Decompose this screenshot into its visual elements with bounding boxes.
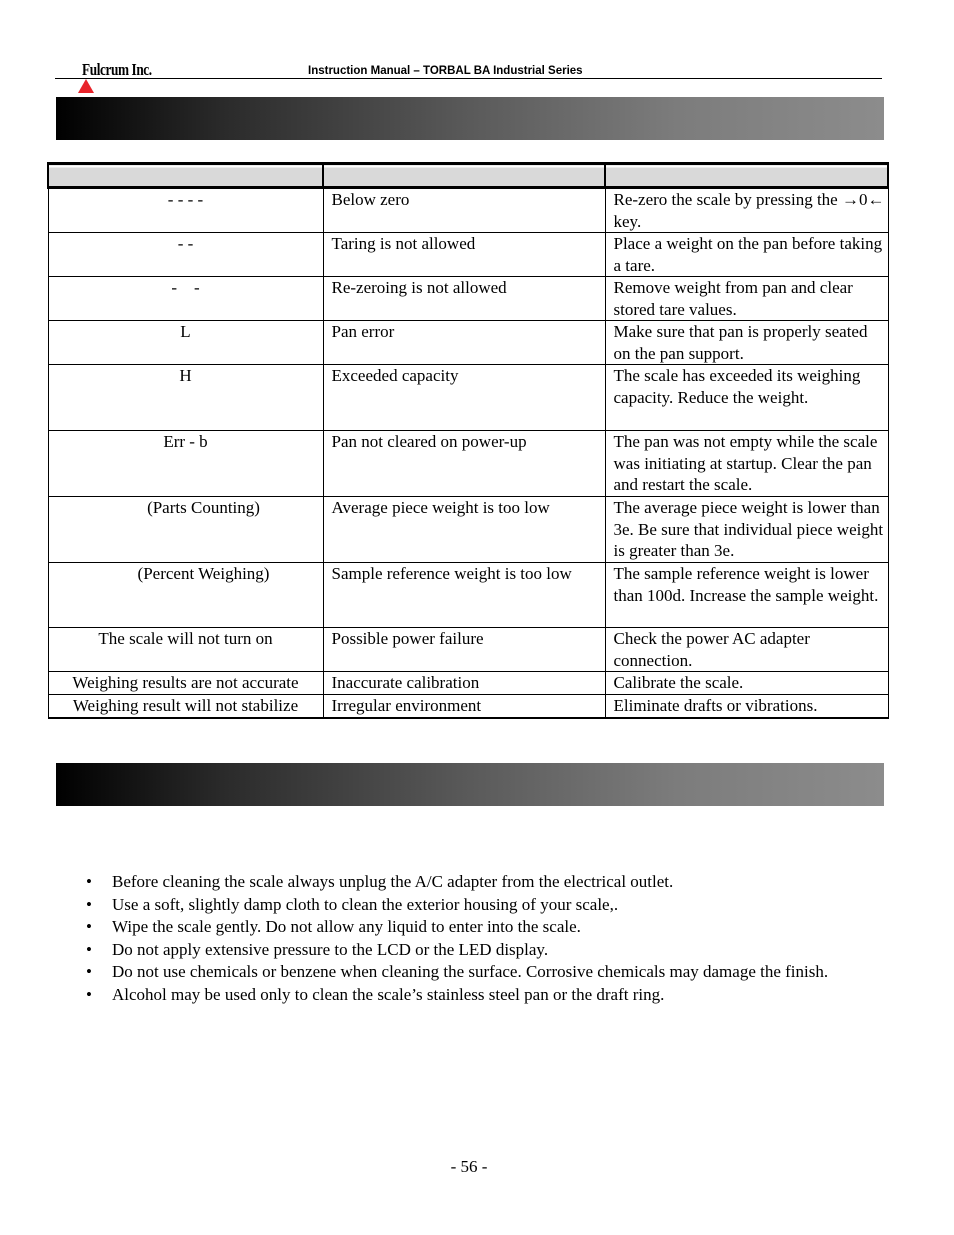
table-header-row — [48, 164, 888, 188]
error-display-cell: The scale will not turn on — [48, 628, 323, 672]
error-remedy-cell: Place a weight on the pan before taking a tare. — [605, 233, 888, 277]
list-item: • Wipe the scale gently. Do not allow any liquid to enter into the scale. — [82, 916, 872, 939]
error-remedy-cell: The pan was not empty while the scale was initiating at startup. Clear the pan and restart the scale. — [605, 431, 888, 497]
cleaning-instructions-list — [82, 871, 872, 1006]
error-cause-cell: Average piece weight is too low — [323, 497, 605, 563]
table-row — [48, 431, 888, 497]
table-row — [48, 563, 888, 628]
error-cause-cell: Possible power failure — [323, 628, 605, 672]
error-cause-cell: Taring is not allowed — [323, 233, 605, 277]
error-display-cell: Weighing results are not accurate — [48, 672, 323, 695]
table-header-cell — [48, 164, 323, 188]
page-header — [55, 58, 882, 80]
bullet-icon: • — [86, 917, 92, 936]
list-item: • Alcohol may be used only to clean the scale’s stainless steel pan or the draft ring. — [82, 984, 872, 1007]
list-item: • Before cleaning the scale always unplug the A/C adapter from the electrical outlet. — [82, 871, 872, 894]
table-row — [48, 628, 888, 672]
error-cause-cell: Irregular environment — [323, 695, 605, 718]
error-remedy-cell: Eliminate drafts or vibrations. — [605, 695, 888, 718]
table-row — [48, 233, 888, 277]
error-remedy-cell: Remove weight from pan and clear stored tare values. — [605, 277, 888, 321]
bullet-icon: • — [86, 894, 92, 914]
error-display-cell: - - - - — [48, 188, 323, 233]
error-display-cell: L — [48, 321, 323, 365]
table-row — [48, 497, 888, 563]
error-remedy-cell: Check the power AC adapter connection. — [605, 628, 888, 672]
company-logo: Fulcrum Inc. — [82, 60, 152, 79]
section-band-troubleshooting — [56, 97, 884, 140]
error-remedy-cell: Re-zero the scale by pressing the →0← key. — [605, 188, 888, 233]
page-number: - 56 - — [450, 1157, 488, 1176]
error-remedy-cell: The scale has exceeded its weighing capacity. Reduce the weight. — [605, 365, 888, 431]
error-display-cell: H — [48, 365, 323, 431]
manual-title: Instruction Manual – TORBAL BA Industrial Series — [308, 65, 583, 77]
bullet-icon: • — [86, 872, 92, 891]
error-display-cell: Weighing result will not stabilize — [48, 695, 323, 718]
table-row — [48, 695, 888, 718]
table-row — [48, 321, 888, 365]
error-remedy-cell: The average piece weight is lower than 3e. Be sure that individual piece weight is greater than 3e. — [605, 497, 888, 563]
error-display-cell: (Percent Weighing) — [48, 563, 323, 628]
error-cause-cell: Sample reference weight is too low — [323, 563, 605, 628]
table-row — [48, 277, 888, 321]
error-cause-cell: Below zero — [323, 188, 605, 233]
error-display-cell: - - — [48, 233, 323, 277]
bullet-icon: • — [86, 939, 92, 959]
section-band-maintenance — [56, 763, 884, 806]
error-remedy-cell: The sample reference weight is lower than 100d. Increase the sample weight. — [605, 563, 888, 628]
logo-triangle-icon — [78, 79, 94, 93]
error-cause-cell: Inaccurate calibration — [323, 672, 605, 695]
table-row — [48, 188, 888, 233]
error-remedy-cell: Calibrate the scale. — [605, 672, 888, 695]
bullet-icon: • — [86, 984, 92, 1004]
error-cause-cell: Re-zeroing is not allowed — [323, 277, 605, 321]
error-cause-cell: Pan not cleared on power-up — [323, 431, 605, 497]
table-header-cell — [605, 164, 888, 188]
table-row — [48, 672, 888, 695]
error-display-cell: Err - b — [48, 431, 323, 497]
error-display-cell: (Parts Counting) — [48, 497, 323, 563]
error-code-table — [47, 162, 889, 719]
table-row — [48, 365, 888, 431]
bullet-icon: • — [86, 962, 92, 981]
header-divider — [55, 78, 882, 79]
error-cause-cell: Pan error — [323, 321, 605, 365]
error-cause-cell: Exceeded capacity — [323, 365, 605, 431]
list-item: • Use a soft, slightly damp cloth to clean the exterior housing of your scale,. — [82, 894, 872, 917]
error-remedy-cell: Make sure that pan is properly seated on the pan support. — [605, 321, 888, 365]
list-item: • Do not use chemicals or benzene when cleaning the surface. Corrosive chemicals may damage the finish. — [82, 961, 872, 984]
table-header-cell — [323, 164, 605, 188]
error-display-cell: - - — [48, 277, 323, 321]
list-item: • Do not apply extensive pressure to the LCD or the LED display. — [82, 939, 872, 962]
